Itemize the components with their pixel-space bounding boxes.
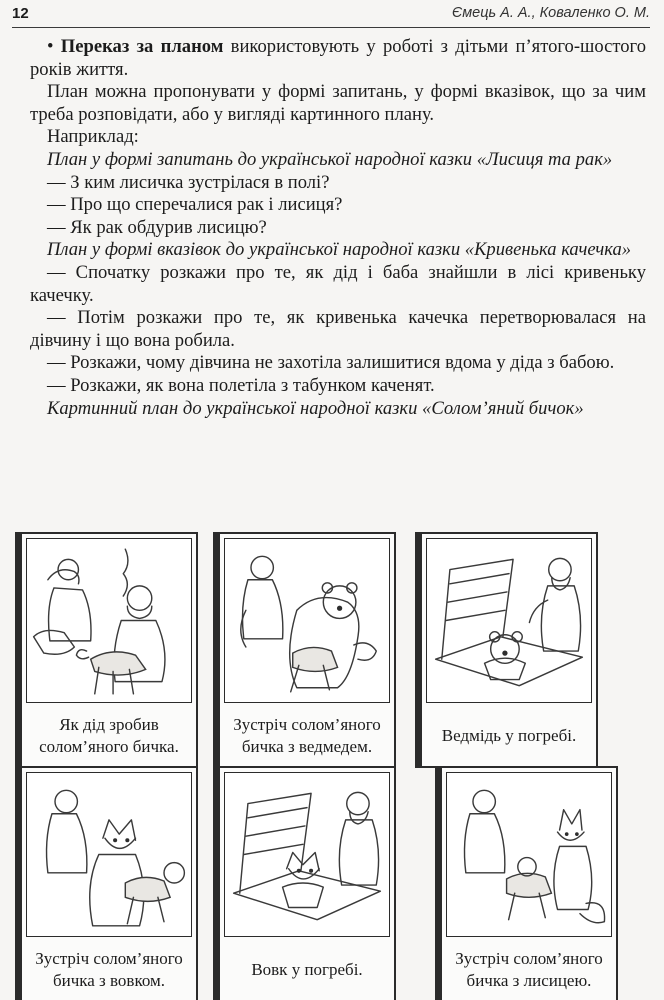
picture-panel-3 [420, 532, 598, 768]
heading-question-plan: План у формі запитань до української народної казки «Лисиця та рак» [47, 148, 613, 170]
page-header [12, 2, 650, 28]
illustration-grandparents-straw-bull [26, 538, 192, 703]
picture-panel-1 [20, 532, 198, 768]
panel-caption: Вовк у погребі. [251, 960, 363, 979]
instruction-item: — Потім розкажи про те, як кривенька качечка перетворювалася на дівчину і що вона робила. [30, 307, 646, 351]
instruction-item: — Спочатку розкажи про те, як дід і баба знайшли в лісі кривеньку качечку. [30, 261, 646, 306]
paragraph-retelling-text: використовують у роботі з дітьми п’ятого-шостого років життя. [30, 36, 646, 80]
illustration-bear-straw-bull [224, 538, 390, 703]
page-number: 12 [12, 5, 29, 22]
picture-panel-5 [218, 766, 396, 1000]
illustration-bear-in-cellar [426, 538, 592, 703]
term-retelling: Переказ за планом [60, 36, 224, 57]
picture-panel-4 [20, 766, 198, 1000]
instruction-item: — Розкажи, чому дівчина не захотіла залишитися вдома у діда з бабою. [47, 352, 615, 374]
panel-caption: Зустріч солом’яного бичка з ведмедем. [233, 715, 381, 756]
picture-panel-6 [440, 766, 618, 1000]
heading-instruction-plan: План у формі вказівок до української народної казки «Кривенька качечка» [47, 239, 632, 261]
illustration-wolf-in-cellar [224, 772, 390, 937]
heading-picture-plan: Картинний план до української народної казки «Солом’яний бичок» [47, 397, 584, 419]
paragraph-retelling: • Переказ за планом використовують у роботі з дітьми п’ятого-шостого років життя. [30, 36, 646, 80]
question-item: — Про що сперечалися рак і лисиця? [47, 194, 343, 216]
panel-caption: Як дід зробив солом’яного бичка. [39, 715, 179, 756]
panel-caption: Ведмідь у погребі. [441, 726, 577, 745]
illustration-fox-straw-bull [446, 772, 612, 937]
panel-caption: Зустріч солом’яного бичка з вовком. [35, 949, 183, 990]
picture-panel-2 [218, 532, 396, 768]
panel-caption: Зустріч солом’яного бичка з лисицею. [455, 949, 603, 990]
question-item: — З ким лисичка зустрілася в полі? [47, 171, 330, 193]
main-text [30, 36, 646, 420]
paragraph-example: Наприклад: [47, 126, 139, 148]
running-head-authors: Ємець А. А., Коваленко О. М. [451, 5, 650, 21]
paragraph-plan-forms: План можна пропонувати у формі запитань, у формі вказівок, що за чим треба розповідати, або у вигляді картинного плану. [30, 81, 646, 125]
instruction-item: — Розкажи, як вона полетіла з табунком каченят. [47, 374, 435, 396]
illustration-wolf-straw-bull [26, 772, 192, 937]
question-item: — Як рак обдурив лисицю? [47, 216, 267, 238]
